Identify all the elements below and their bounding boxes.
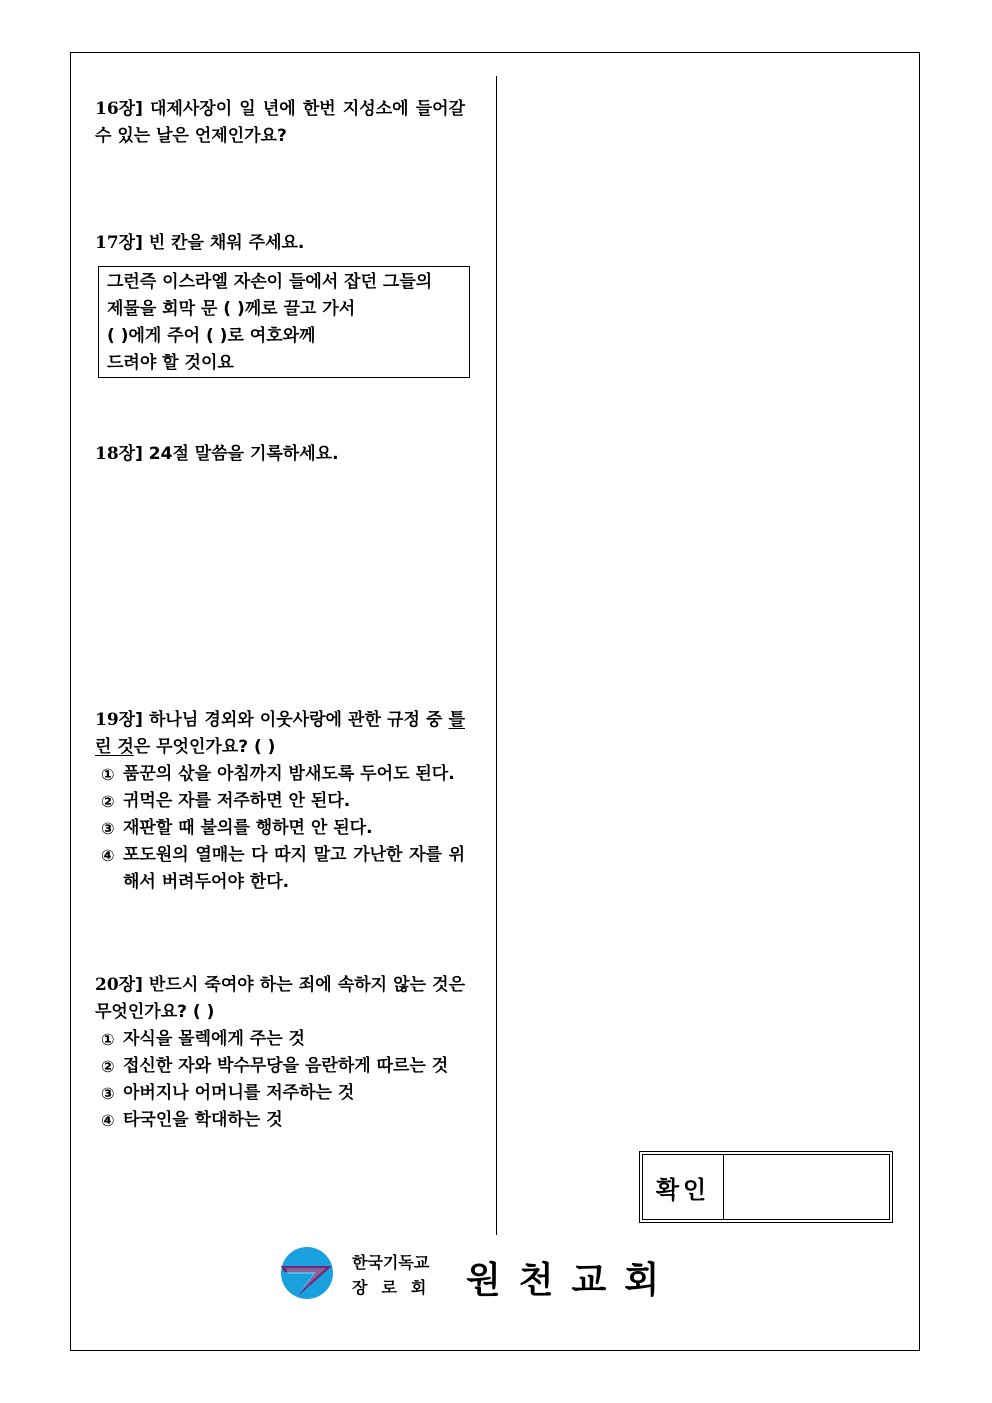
confirm-box-inner (642, 1154, 890, 1220)
church-logo-icon (280, 1246, 334, 1300)
denomination-line1: 한국기독교 (352, 1253, 430, 1272)
question-17-number: 17 (95, 233, 119, 253)
question-16-text: 장] 대제사장이 일 년에 한번 지성소에 들어갈 수 있는 날은 언제인가요? (95, 99, 465, 146)
option-text: 자식을 몰렉에게 주는 것 (123, 1029, 305, 1049)
option-mark: ② (101, 792, 115, 811)
confirm-box (639, 1151, 893, 1223)
option-mark: ② (101, 1057, 115, 1076)
question-20-options (101, 1026, 465, 1134)
option-mark: ① (101, 765, 115, 784)
option-text: 접신한 자와 박수무당을 음란하게 따르는 것 (123, 1056, 449, 1076)
option-mark: ④ (101, 1111, 115, 1130)
option-item (101, 842, 465, 896)
question-19 (95, 707, 465, 761)
question-20-number: 20 (95, 975, 119, 995)
option-text: 타국인을 학대하는 것 (123, 1110, 283, 1130)
question-17-text: 장] 빈 칸을 채워 주세요. (118, 233, 305, 253)
option-item (101, 761, 465, 788)
option-item (101, 1107, 465, 1134)
box-line: 드려야 할 것이요 (107, 353, 234, 373)
church-footer (280, 1246, 680, 1302)
denomination (352, 1250, 440, 1300)
question-19-options (101, 761, 465, 896)
option-text: 포도원의 열매는 다 따지 말고 가난한 자를 위해서 버려두어야 한다. (123, 845, 465, 892)
box-line: 그런즉 이스라엘 자손이 들에서 잡던 그들의 (107, 272, 433, 292)
fill-in-blank-box (98, 266, 470, 378)
option-mark: ④ (101, 846, 115, 865)
question-18 (95, 441, 465, 468)
option-text: 재판할 때 불의를 행하면 안 된다. (123, 818, 373, 838)
question-19-text-end: 은 무엇인가요? ( ) (133, 737, 276, 757)
option-item (101, 1026, 465, 1053)
option-text: 품꾼의 삯을 아침까지 밤새도록 두어도 된다. (123, 764, 455, 784)
question-17 (95, 230, 465, 257)
denomination-line2: 장로회 (352, 1278, 441, 1297)
question-19-number: 19 (95, 710, 119, 730)
option-item (101, 1080, 465, 1107)
box-line: ( )에게 주어 ( )로 여호와께 (107, 326, 316, 346)
option-item (101, 788, 465, 815)
confirm-signature-area[interactable] (724, 1155, 889, 1219)
column-divider (496, 76, 497, 1235)
question-20-text: 장] 반드시 죽여야 하는 죄에 속하지 않는 것은 무엇인가요? ( ) (95, 975, 465, 1022)
option-text: 귀먹은 자를 저주하면 안 된다. (123, 791, 351, 811)
confirm-label: 확인 (643, 1155, 724, 1219)
question-16-number: 16 (95, 99, 119, 119)
question-18-number: 18 (95, 444, 119, 464)
box-line: 제물을 회막 문 ( )께로 끌고 가서 (107, 299, 356, 319)
question-18-text: 장] 24절 말씀을 기록하세요. (118, 444, 339, 464)
church-name: 원천교회 (466, 1260, 678, 1301)
question-19-text: 장] 하나님 경외와 이웃사랑에 관한 규정 중 (118, 710, 449, 730)
option-item (101, 1053, 465, 1080)
option-item (101, 815, 465, 842)
option-mark: ③ (101, 819, 115, 838)
option-mark: ③ (101, 1084, 115, 1103)
question-16 (95, 96, 465, 150)
question-20 (95, 972, 465, 1026)
option-text: 아버지나 어머니를 저주하는 것 (123, 1083, 355, 1103)
option-mark: ① (101, 1030, 115, 1049)
question-19-underlined: 틀린 것 (95, 710, 465, 757)
